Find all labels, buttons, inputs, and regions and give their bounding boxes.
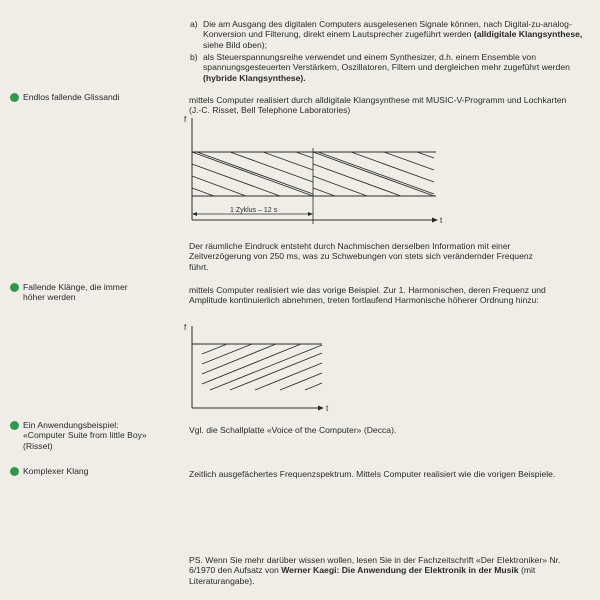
bullet-dot xyxy=(10,467,19,476)
cycle-arrow-head-right xyxy=(308,212,313,216)
complex-text: Zeitlich ausgefächertes Frequenzspektrum. Mittels Computer realisiert wie die vorigen Beispiele. xyxy=(189,469,556,479)
section-label-complex xyxy=(10,466,88,476)
ps-prefix: PS. Wenn Sie mehr darüber wissen wollen, lesen Sie in der Fachzeitschrift «Der Elektroniker» Nr. 6/1970 den Aufsatz von xyxy=(189,555,561,576)
item-b-marker: b) xyxy=(190,52,198,62)
x-axis-arrow xyxy=(432,218,438,223)
application-label-line-1: Ein Anwendungsbeispiel: xyxy=(23,420,119,430)
x-axis-label: t xyxy=(326,404,329,413)
item-b-bold: (hybride Klangsynthese). xyxy=(203,72,306,83)
x-axis-arrow xyxy=(318,406,324,411)
ps-author: Werner Kaegi: xyxy=(281,565,340,576)
item-a-after: siehe Bild oben); xyxy=(203,39,268,50)
intro-item-b xyxy=(190,52,590,83)
application-label-line-2: «Computer Suite from little Boy» xyxy=(23,430,147,441)
y-axis-label: f xyxy=(184,115,187,124)
section-label-glissandi xyxy=(10,92,120,102)
glissandi-text: mittels Computer realisiert durch alldigitale Klangsynthese mit MUSIC-V-Programm und Lochkarten (J.-C. Risset, Bell Telephone Laboratories) xyxy=(189,95,567,116)
bullet-dot xyxy=(10,283,19,292)
y-axis-label: f xyxy=(184,323,187,332)
item-a-marker: a) xyxy=(190,19,198,29)
falling-label-line-1: Fallende Klänge, die immer xyxy=(23,282,128,292)
falling-text: mittels Computer realisiert wie das vorige Beispiel. Zur 1. Harmonischen, deren Frequenz und Amplitude kontinuierlich abnehmen, treten fortlaufend Harmonische höherer Ordnung hinzu: xyxy=(189,285,546,306)
bullet-dot xyxy=(10,93,19,102)
glissandi-after-text: Der räumliche Eindruck entsteht durch Nachmischen derselben Information mit einer Zeitverzögerung von 250 ms, was zu Schwebungen von stets sich verändernder Frequenz führt. xyxy=(189,241,533,272)
bullet-dot xyxy=(10,421,19,430)
intro-item-a xyxy=(190,19,590,50)
falling-label-line-2: höher werden xyxy=(23,292,76,303)
item-a-bold: (alldigitale Klangsynthese, xyxy=(473,29,583,40)
ps-title: Die Anwendung der Elektronik in der Musik xyxy=(341,565,519,576)
section-label-falling xyxy=(10,282,128,303)
application-text: Vgl. die Schallplatte «Voice of the Computer» (Decca). xyxy=(189,425,397,435)
falling-label xyxy=(23,282,128,303)
complex-label: Komplexer Klang xyxy=(23,466,89,476)
glissandi-label: Endlos fallende Glissandi xyxy=(23,92,120,102)
cycle-label: 1 Zyklus – 12 s xyxy=(230,207,278,214)
item-b-text: als Steuerspannungsreihe verwendet und einem Synthesizer, d.h. einem Ensemble von spannungsgesteuerten Verstärkern, Oszillatoren, Filtern und dergleichen mehr zugeführt werden xyxy=(203,52,570,73)
ps-suffix: (mit Literaturangabe). xyxy=(189,565,536,586)
harmonic-lines xyxy=(202,344,322,390)
section-label-application xyxy=(10,420,147,451)
x-axis-label: t xyxy=(440,216,443,225)
diagram-glissandi xyxy=(180,112,460,232)
application-label-line-3: (Risset) xyxy=(23,440,53,451)
cycle-arrow-head-left xyxy=(192,212,197,216)
application-label xyxy=(23,420,147,451)
item-a-text: Die am Ausgang des digitalen Computers ausgelesenen Signale können, nach Digital-zu-analog-Konversion und Filterung, direkt einem Lautsprecher zugeführt werden xyxy=(203,19,572,40)
diagram-falling xyxy=(180,320,340,420)
postscript xyxy=(189,555,589,586)
